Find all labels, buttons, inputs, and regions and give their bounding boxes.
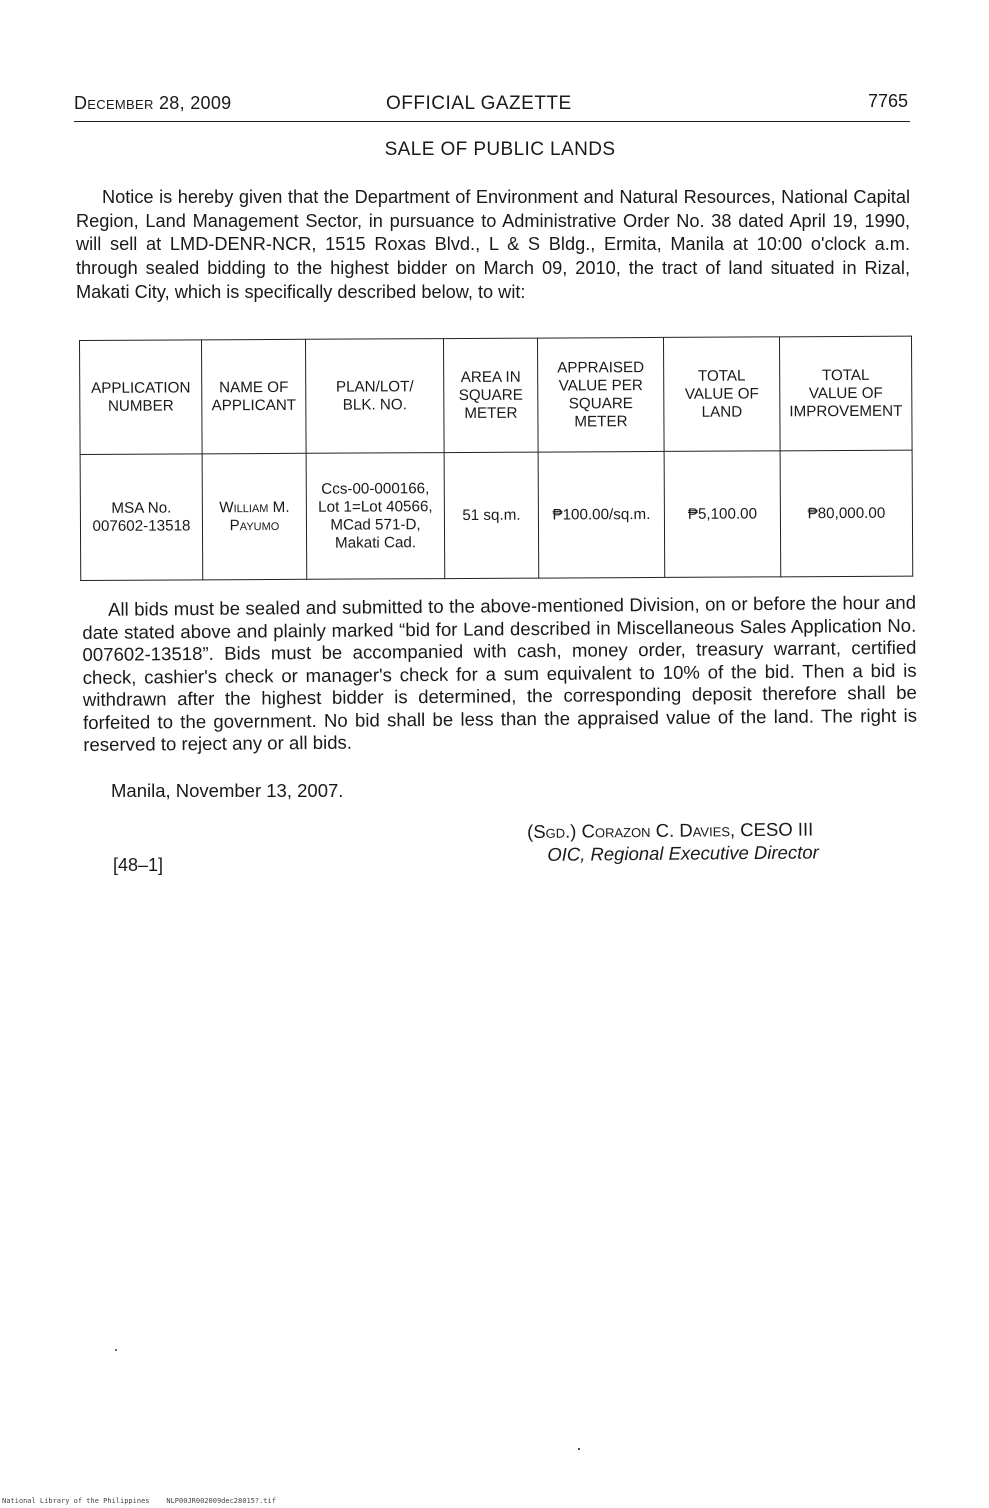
- page-number: 7765: [867, 91, 908, 111]
- signatory-name: (Sgd.) Corazon C. Davies, CESO III: [527, 818, 814, 842]
- header-name-of-applicant: NAME OF APPLICANT: [202, 339, 307, 454]
- bids-text: All bids must be sealed and submitted to the above-mentioned Division, on or before the hour and date stated above and plainly marked “bid for Land described in Miscellaneous Sales Application No. 007602-13518”. Bids must be accompanied with cash, money order, treasury warrant, certified check, cashier's check or manager's check for a sum equivalent to 10% of the bid. Then a bid is withdrawn after the highest bidder is determined, the corresponding deposit therefore shall be forfeited to the government. No bid shall be less than the appraised value of the land. The right is reserved to reject any or all bids.: [82, 591, 918, 755]
- header-plan-lot-blk: PLAN/LOT/ BLK. NO.: [305, 339, 444, 454]
- table-header-row: [80, 336, 913, 454]
- signatory-position: OIC, Regional Executive Director: [547, 841, 819, 865]
- issue-date: December 28, 2009: [74, 93, 232, 113]
- header-area: AREA IN SQUARE METER: [443, 338, 538, 452]
- place-date: Manila, November 13, 2007.: [111, 780, 344, 801]
- cell-appraised-value: ₱100.00/sq.m.: [538, 451, 665, 578]
- header-total-value-improvement: TOTAL VALUE OF IMPROVEMENT: [779, 336, 912, 451]
- header-appraised-value: APPRAISED VALUE PER SQUARE METER: [537, 337, 664, 452]
- table-row: [80, 450, 913, 580]
- header-total-value-land: TOTAL VALUE OF LAND: [663, 337, 780, 452]
- notice-title: SALE OF PUBLIC LANDS: [384, 139, 616, 160]
- footer-library: National Library of the Philippines: [2, 1497, 150, 1505]
- cell-plan-lot-blk: Ccs-00-000166, Lot 1=Lot 40566, MCad 571-D, Makati Cad.: [306, 453, 445, 580]
- notice-paragraph: [76, 186, 910, 305]
- cell-application-number: MSA No. 007602-13518: [80, 454, 203, 581]
- bids-paragraph: [82, 592, 917, 757]
- scan-speck: [578, 1448, 580, 1450]
- signature-block: [527, 817, 819, 866]
- cell-total-value-land: ₱5,100.00: [664, 451, 781, 578]
- publication-title: OFFICIAL GAZETTE: [386, 93, 572, 114]
- footer-file: NLP00JR002009dec28015?.tif: [166, 1497, 276, 1505]
- reference-number: [48–1]: [113, 855, 164, 875]
- scan-footer: [2, 1497, 276, 1505]
- cell-total-value-improvement: ₱80,000.00: [780, 450, 913, 577]
- header-application-number: APPLICATION NUMBER: [80, 340, 203, 455]
- land-table: [79, 336, 913, 581]
- scan-speck: [115, 1349, 117, 1351]
- cell-area: 51 sq.m.: [444, 452, 539, 578]
- page-header: [74, 91, 910, 122]
- notice-text: Notice is hereby given that the Department of Environment and Natural Resources, National Capital Region, Land Management Sector, in pursuance to Administrative Order No. 38 dated April 19, 1990, will sell at LMD-DENR-NCR, 1515 Roxas Blvd., L & S Bldg., Ermita, Manila at 10:00 o'clock a.m. through sealed bidding to the highest bidder on March 09, 2010, the tract of land situated in Rizal, Makati City, which is specifically described below, to wit:: [76, 187, 910, 302]
- cell-applicant-name: William M. Payumo: [202, 453, 307, 580]
